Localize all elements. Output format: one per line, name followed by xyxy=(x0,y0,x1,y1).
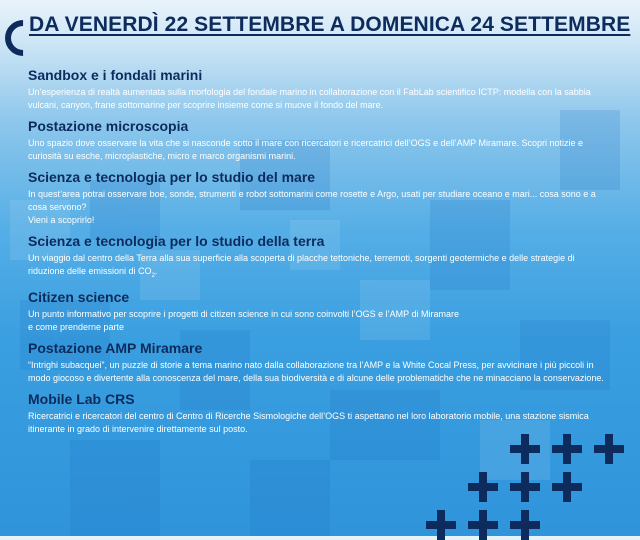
section-heading: Mobile Lab CRS xyxy=(28,390,135,407)
section-text: “Intrighi subacquei”, un puzzle di storie a tema marino nato dalla collaborazione tra l’AMP e la White Cocal Press, per avvicinare i più piccoli in modo giocoso e divertente alla conoscenza del mare, della sua biodiversità e di alcune delle problematiche che ne minacciano la conservazione. xyxy=(28,359,604,383)
plus-icon xyxy=(468,472,498,502)
section-microscopia xyxy=(28,118,628,163)
section-text: Un’esperienza di realtà aumentata sulla morfologia del fondale marino in collaborazione con il FabLab scientifico ICTP: modella con la sabbia vulcani, canyon, frane sottomarine per scoprire insieme come si muove il fondo del mare. xyxy=(28,87,591,110)
section-text: Uno spazio dove osservare la vita che si nasconde sotto il mare con ricercatori e ricercatrici dell’OGS e dell’AMP Miramare. Scopri notizie e curiosità su esche, microplastiche, micro e marco organismi marini. xyxy=(28,138,584,161)
page-title: DA VENERDÌ 22 SETTEMBRE A DOMENICA 24 SETTEMBRE xyxy=(29,13,631,36)
section-text: Ricercatrici e ricercatori del centro di Centro di Ricerche Sismologiche dell’OGS ti aspettano nel loro laboratorio mobile, una stazione sismica itinerante in grado di intervenire direttamente sul posto. xyxy=(28,410,589,434)
section-heading: Postazione microscopia xyxy=(28,118,189,134)
section-heading: Sandbox e i fondali marini xyxy=(28,67,203,83)
plus-icon xyxy=(552,434,582,464)
plus-icon xyxy=(510,472,540,502)
activity-list xyxy=(28,67,628,442)
section-heading: Scienza e tecnologia per lo studio della terra xyxy=(28,233,325,249)
section-studio-terra xyxy=(28,233,628,283)
section-amp-miramare xyxy=(28,340,628,385)
section-citizen-science xyxy=(28,289,628,334)
section-heading: Citizen science xyxy=(28,288,130,305)
plus-icon xyxy=(510,434,540,464)
section-mobile-lab xyxy=(28,391,628,436)
section-text: Un punto informativo per scoprire i progetti di citizen science in cui sono coinvolti l’OGS e l’AMP di Miramare e come prenderne parte xyxy=(28,308,460,332)
section-studio-mare xyxy=(28,169,628,227)
section-heading: Postazione AMP Miramare xyxy=(28,339,203,356)
section-text: In quest’area potrai osservare boe, sonde, strumenti e robot sottomarini come rosette e Argo, usati per studiare oceano e mari... cosa sono e a cosa servono? Vieni a scoprirlo! xyxy=(28,189,596,225)
section-heading: Scienza e tecnologia per lo studio del mare xyxy=(28,169,316,185)
section-sandbox xyxy=(28,67,628,112)
plus-icon xyxy=(594,434,624,464)
plus-icon xyxy=(552,472,582,502)
section-text: Un viaggio dal centro della Terra alla sua superficie alla scoperta di placche tettoniche, terremoti, sorgenti geotermiche e delle strategie di riduzione delle emissioni di $CO_2$. xyxy=(28,253,575,279)
